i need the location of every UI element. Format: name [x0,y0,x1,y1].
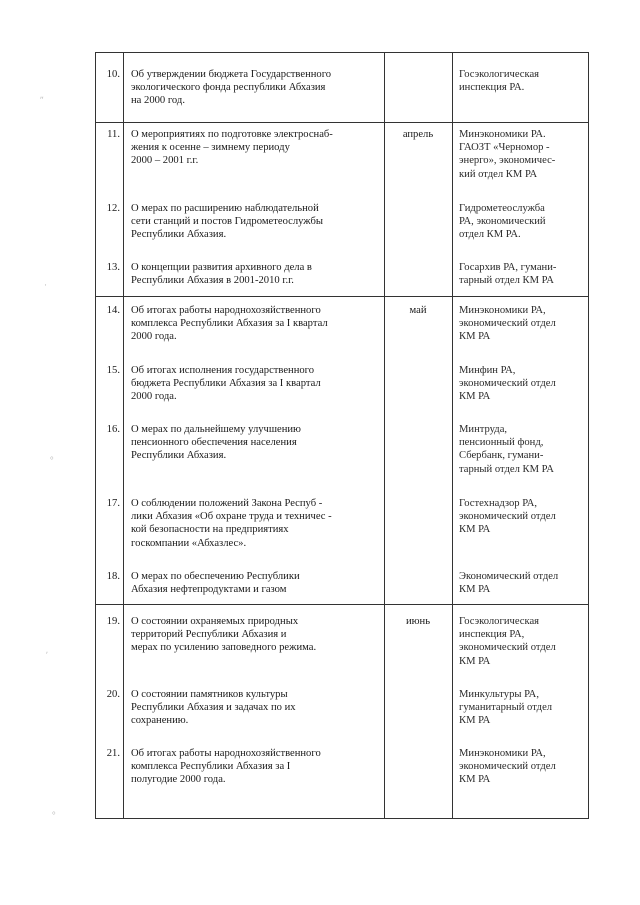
row-title: О мерах по обеспечению Республики Абхазия нефтепродуктами и газом [131,571,300,596]
row-responsible: Минэкономики РА, экономический отдел КМ РА [459,748,556,786]
row-number: 21. [106,748,120,759]
row-number: 18. [106,571,120,582]
row-number: 15. [106,365,120,376]
scan-speck: · [44,280,47,290]
row-number: 11. [107,129,120,140]
scan-speck: ʹ [46,650,48,660]
row-title: О мерах по дальнейшему улучшению пенсионного обеспечения населения Республики Абхазия. [131,424,301,462]
row-responsible: Госархив РА, гумани- тарный отдел КМ РА [459,262,557,287]
row-responsible: Экономический отдел КМ РА [459,571,559,596]
month-divider-may [95,296,589,297]
row-responsible: Госэкологическая инспекция РА, экономический отдел КМ РА [459,616,556,667]
row-month: июнь [405,616,431,627]
row-responsible: Госэкологическая инспекция РА. [459,69,540,94]
row-number: 20. [106,689,120,700]
row-title: Об утверждении бюджета Государственного экологического фонда республики Абхазия на 2000 год. [131,69,332,107]
row-number: 16. [106,424,120,435]
row-number: 17. [106,498,120,509]
row-month: май [409,305,427,316]
table-border-top [95,52,589,53]
row-title: О мерах по расширению наблюдательной сети станций и постов Гидрометеослужбы Республики Абхазия. [131,203,323,241]
row-number: 13. [106,262,120,273]
row-responsible: Минкультуры РА, гуманитарный отдел КМ РА [459,689,553,727]
row-title: Об итогах работы народнохозяйственного комплекса Республики Абхазия за I квартал 2000 года. [131,305,328,343]
row-responsible: Гидрометеослужба РА, экономический отдел КМ РА. [459,203,546,241]
month-divider-june [95,604,589,605]
row-title: О мероприятиях по подготовке электроснаб- жения к осенне – зимнему периоду 2000 – 2001 г.г. [131,129,333,167]
scan-speck: ʺ [40,95,44,105]
row-number: 12. [106,203,120,214]
row-title: О состоянии охраняемых природных территорий Республики Абхазия и мерах по усилению заповедного режима. [131,616,317,654]
table-border-bottom [95,818,589,819]
row-responsible: Гостехнадзор РА, экономический отдел КМ РА [459,498,556,536]
table-divider-resp [452,52,453,819]
row-number: 14. [106,305,120,316]
table-border-right [588,52,589,819]
row-responsible: Минтруда, пенсионный фонд, Сбербанк, гумани- тарный отдел КМ РА [459,424,554,475]
row-number: 19. [106,616,120,627]
scan-speck: ° [52,810,56,820]
scan-speck: ° [50,455,54,465]
row-title: Об итогах работы народнохозяйственного комплекса Республики Абхазия за I полугодие 2000 года. [131,748,321,786]
row-month: апрель [402,129,434,140]
row-number: 10. [106,69,120,80]
row-title: О концепции развития архивного дела в Республики Абхазия в 2001-2010 г.г. [131,262,312,287]
row-title: Об итогах исполнения государственного бюджета Республики Абхазия за I квартал 2000 года. [131,365,321,403]
table-divider-num [123,52,124,819]
row-responsible: Минэкономики РА, экономический отдел КМ РА [459,305,556,343]
row-title: О соблюдении положений Закона Респуб - лики Абхазия «Об охране труда и техничес - кой безопасности на предприятиях госкомпании «Абхазлес». [131,498,332,549]
month-divider-april [95,122,589,123]
row-title: О состоянии памятников культуры Республики Абхазия и задачах по их сохранению. [131,689,296,727]
table-divider-month [384,52,385,819]
row-responsible: Минфин РА, экономический отдел КМ РА [459,365,556,403]
row-responsible: Минэкономики РА. ГАОЗТ «Черномор - энерго», экономичес- кий отдел КМ РА [459,129,556,180]
